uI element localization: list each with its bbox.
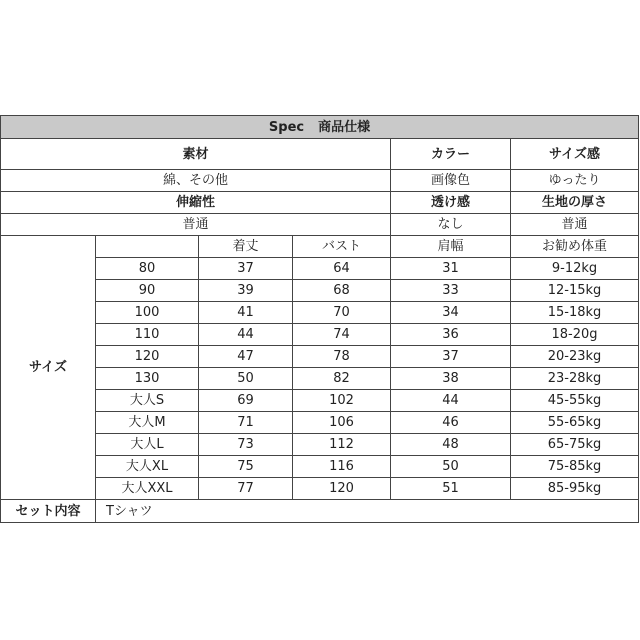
- set-contents-value: Tシャツ: [96, 500, 639, 523]
- weight-cell: 23-28kg: [511, 368, 639, 390]
- shoulder-cell: 46: [391, 412, 511, 434]
- size-row: [1, 368, 639, 390]
- size-cell: 100: [96, 302, 199, 324]
- bust-cell: 116: [293, 456, 391, 478]
- sheer-label: 透け感: [391, 192, 511, 214]
- size-cell: 80: [96, 258, 199, 280]
- weight-cell: 85-95kg: [511, 478, 639, 500]
- bust-cell: 112: [293, 434, 391, 456]
- table-title: [1, 116, 639, 139]
- weight-cell: 45-55kg: [511, 390, 639, 412]
- length-cell: 41: [199, 302, 293, 324]
- shoulder-cell: 38: [391, 368, 511, 390]
- size-cell: 大人XXL: [96, 478, 199, 500]
- color-label: カラー: [391, 139, 511, 170]
- size-row: [1, 258, 639, 280]
- title-row: [1, 116, 639, 139]
- size-cell: 大人M: [96, 412, 199, 434]
- bust-cell: 82: [293, 368, 391, 390]
- set-contents-label: セット内容: [1, 500, 96, 523]
- size-row: [1, 478, 639, 500]
- fit-value: ゆったり: [511, 170, 639, 192]
- size-row: [1, 302, 639, 324]
- sheer-value: なし: [391, 214, 511, 236]
- shoulder-cell: 33: [391, 280, 511, 302]
- thickness-value: 普通: [511, 214, 639, 236]
- size-row: [1, 434, 639, 456]
- length-cell: 73: [199, 434, 293, 456]
- bust-cell: 74: [293, 324, 391, 346]
- size-row: [1, 346, 639, 368]
- size-row: [1, 412, 639, 434]
- bust-cell: 64: [293, 258, 391, 280]
- material-label: 素材: [1, 139, 391, 170]
- size-cell: 130: [96, 368, 199, 390]
- length-cell: 47: [199, 346, 293, 368]
- size-row: [1, 390, 639, 412]
- size-cell: 大人S: [96, 390, 199, 412]
- shoulder-cell: 37: [391, 346, 511, 368]
- shoulder-cell: 31: [391, 258, 511, 280]
- length-cell: 77: [199, 478, 293, 500]
- shoulder-cell: 48: [391, 434, 511, 456]
- bust-cell: 120: [293, 478, 391, 500]
- title-prefix: Spec: [268, 119, 305, 135]
- shoulder-cell: 34: [391, 302, 511, 324]
- spec-header-row-1: [1, 139, 639, 170]
- bust-cell: 78: [293, 346, 391, 368]
- weight-cell: 12-15kg: [511, 280, 639, 302]
- size-header-blank: [96, 236, 199, 258]
- shoulder-cell: 50: [391, 456, 511, 478]
- stretch-value: 普通: [1, 214, 391, 236]
- length-cell: 69: [199, 390, 293, 412]
- weight-cell: 20-23kg: [511, 346, 639, 368]
- title-main: 商品仕様: [318, 119, 371, 135]
- shoulder-cell: 36: [391, 324, 511, 346]
- size-cell: 大人L: [96, 434, 199, 456]
- stretch-label: 伸縮性: [1, 192, 391, 214]
- size-cell: 110: [96, 324, 199, 346]
- weight-cell: 55-65kg: [511, 412, 639, 434]
- color-value: 画像色: [391, 170, 511, 192]
- bust-cell: 106: [293, 412, 391, 434]
- bust-cell: 68: [293, 280, 391, 302]
- size-cell: 120: [96, 346, 199, 368]
- weight-cell: 18-20g: [511, 324, 639, 346]
- column-header-bust: バスト: [293, 236, 391, 258]
- weight-cell: 15-18kg: [511, 302, 639, 324]
- length-cell: 37: [199, 258, 293, 280]
- length-cell: 71: [199, 412, 293, 434]
- column-header-length: 着丈: [199, 236, 293, 258]
- material-value: 綿、その他: [1, 170, 391, 192]
- shoulder-cell: 51: [391, 478, 511, 500]
- column-header-weight: お勧め体重: [511, 236, 639, 258]
- length-cell: 50: [199, 368, 293, 390]
- shoulder-cell: 44: [391, 390, 511, 412]
- size-header-row: [1, 236, 639, 258]
- size-row: [1, 456, 639, 478]
- spec-table: [0, 115, 639, 523]
- column-header-shoulder: 肩幅: [391, 236, 511, 258]
- weight-cell: 9-12kg: [511, 258, 639, 280]
- length-cell: 39: [199, 280, 293, 302]
- thickness-label: 生地の厚さ: [511, 192, 639, 214]
- spec-value-row-2: [1, 214, 639, 236]
- size-cell: 90: [96, 280, 199, 302]
- length-cell: 44: [199, 324, 293, 346]
- size-cell: 大人XL: [96, 456, 199, 478]
- size-section-label: サイズ: [1, 236, 96, 500]
- spec-value-row-1: [1, 170, 639, 192]
- weight-cell: 75-85kg: [511, 456, 639, 478]
- weight-cell: 65-75kg: [511, 434, 639, 456]
- size-row: [1, 324, 639, 346]
- fit-label: サイズ感: [511, 139, 639, 170]
- size-row: [1, 280, 639, 302]
- length-cell: 75: [199, 456, 293, 478]
- bust-cell: 70: [293, 302, 391, 324]
- spec-header-row-2: [1, 192, 639, 214]
- bust-cell: 102: [293, 390, 391, 412]
- set-contents-row: [1, 500, 639, 523]
